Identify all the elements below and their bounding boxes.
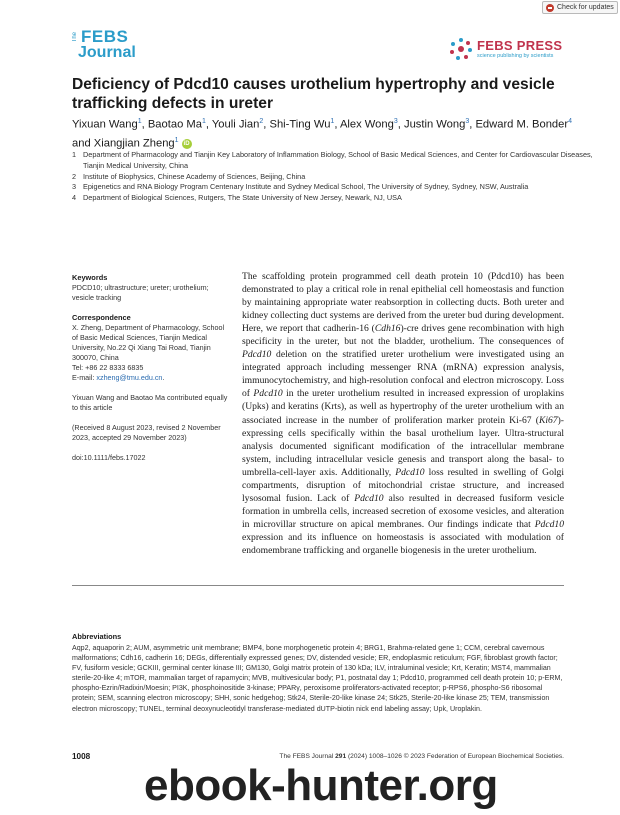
press-text — [477, 39, 562, 59]
update-badge-icon — [546, 4, 554, 12]
author-affiliation-mark: 4 — [568, 118, 573, 125]
affiliation-text: Department of Biological Sciences, Rutgers, The State University of New Jersey, Newark, NJ, USA — [83, 193, 402, 203]
abstract-gene-name: Ki67 — [538, 414, 558, 426]
author-separator: , — [397, 118, 404, 131]
affiliation-text: Department of Pharmacology and Tianjin Key Laboratory of Inflammation Biology, School of Basic Medical Sciences, and Center for Cardiovascular Diseases, Tianjin Medical University, China — [83, 150, 593, 170]
author-name: Shi-Ting Wu — [269, 118, 331, 131]
email-end: . — [162, 373, 165, 382]
abstract-text: )-expressing cells specifically within the basal urothelium layer. Ultra-structural analysis documented significant modification of the intracellular membrane system, including intracellular vesicle genesis and transport along the basal- to umbrella-cell-layer axis. Additionally, — [242, 414, 564, 478]
affiliation-number: 2 — [72, 171, 77, 181]
author-separator: , — [334, 118, 340, 131]
author-name: Yixuan Wang — [72, 118, 138, 131]
author-name: Baotao Ma — [147, 118, 202, 131]
author-affiliation-mark: 1 — [137, 118, 142, 125]
affiliation-text: Institute of Biophysics, Chinese Academy of Sciences, Beijing, China — [83, 171, 306, 181]
correspondence-email-line — [72, 373, 228, 383]
press-tagline: science publishing by scientists — [477, 53, 554, 59]
abstract-text: in the ureter urothelium resulted in increased expression of uroplakins (Upks) and keratins (Krts), as well as hypertrophy of the ureter urothelium with an associated increase in the number of proliferation marker protein Ki-67 ( — [242, 388, 565, 426]
abbreviations-text: Aqp2, aquaporin 2; AUM, asymmetric unit membrane; BMP4, bone morphogenetic protein 4; BRG1, Brahma-related gene 1; CCM, cerebral cavernous malformations; Cdh16, cadherin 16; DEGs, differentially expressed genes; DV, distended vesicle; ER, endoplasmic reticulum; FGF, fibroblast growth factor; FV, fusiform vesicle; GCKIII, germinal center kinase III; GM130, Golgi matrix protein of 130 kDa; ILV, intraluminal vesicle; Krt, Keratin; MST4, mammalian sterile-20-like 4; mTOR, mammalian target of rapamycin; MVB, multivesicular body; P1, postnatal day 1; Pdcd10, programmed cell death protein 10; p-ERM, phospho-Ezrin/Radixin/Moesin; PI3K, phosphoinositide 3-kinase; PPARγ, peroxisome proliferators-activated receptor; p-RPS6, phospho-S6 ribosomal protein; SEM, scanning electron microscopy; SHH, sonic hedgehog; Stk24, Sterile-20-like kinase 24; Stk25, Sterile-20-like kinase 25; TEM, transmission electron microscopy; TUNEL, terminal deoxynucleotidyl transferase-mediated dUTP-biotin nick end labeling assay; Upk, Uroplakin. — [72, 644, 563, 713]
abstract-gene-name: Cdh16 — [374, 323, 401, 335]
correspondence-heading: Correspondence — [72, 313, 131, 322]
febs-press-dots-icon — [449, 37, 473, 61]
orcid-icon[interactable]: iD — [183, 140, 190, 147]
equal-contribution-note: Yixuan Wang and Baotao Ma contributed equally to this article — [72, 393, 228, 412]
logo-journal: Journal — [78, 44, 136, 61]
logo-febs: FEBS — [81, 27, 129, 46]
correspondence-tel: Tel: +86 22 8333 6835 — [72, 363, 144, 372]
affiliation-item — [72, 182, 602, 193]
affiliation-number: 1 — [72, 150, 77, 159]
abstract-text: expression and its influence on homeostasis is associated with modulation of endomembrane trafficking and organelle biogenesis in the ureter urothelium. — [242, 531, 564, 556]
article-info-column — [72, 273, 228, 463]
author-separator: and — [72, 137, 94, 150]
febs-press-logo — [449, 37, 562, 61]
author-separator: , — [469, 118, 476, 131]
author-name: Xiangjian Zheng — [93, 137, 175, 150]
abbreviations-heading: Abbreviations — [72, 632, 122, 641]
author-affiliation-mark: 1 — [174, 136, 179, 144]
correspondence-address: X. Zheng, Department of Pharmacology, School of Basic Medical Sciences, Tianjin Medical University, No.22 Qi Xiang Tai Road, Tianjin 300070, China — [72, 323, 225, 362]
author-affiliation-mark: 2 — [259, 118, 264, 125]
author-separator: , — [263, 118, 270, 131]
abstract-text: also resulted in decreased fusiform vesicle formation in umbrella cells, increased secretion of exosome vesicles, and alteration in microvillar structure on apical membranes. Our findings indicate that — [242, 492, 564, 530]
received-dates: (Received 8 August 2023, revised 2 November 2023, accepted 29 November 2023) — [72, 423, 221, 442]
abstract-text: deletion on the stratified ureter urothelium were investigated using an integrated approach including messenger RNA (mRNA) expression analysis, immunocytochemistry, and high-resolution confocal and electron microscopy. Loss of — [242, 349, 564, 400]
affiliation-item — [72, 193, 602, 204]
keywords-text: PDCD10; ultrastructure; ureter; urothelium; vesicle tracking — [72, 283, 209, 302]
author-separator: , — [205, 118, 212, 131]
check-for-updates-button[interactable] — [542, 1, 618, 14]
abstract-gene-name: Pdcd10 — [253, 388, 283, 400]
abstract-gene-name: Pdcd10 — [354, 492, 384, 504]
watermark: ebook-hunter.org — [144, 761, 498, 810]
abstract — [242, 270, 564, 557]
affiliation-number: 4 — [72, 193, 77, 203]
author-list — [72, 114, 572, 151]
citation-journal: The FEBS Journal — [279, 753, 336, 760]
affiliation-item — [72, 150, 602, 172]
author-separator: , — [141, 118, 148, 131]
email-label: E-mail: — [72, 373, 97, 382]
author-affiliation-mark: 1 — [201, 118, 206, 125]
affiliation-text: Epigenetics and RNA Biology Program Centenary Institute and Sydney Medical School, The University of Sydney, Sydney, NSW, Australia — [83, 182, 529, 192]
abstract-text: loss resulted in swelling of Golgi compartments, disruption of mitochondrial cristae structure, and increased lysosomal fusion. Lack of — [242, 466, 564, 504]
abstract-text: The scaffolding protein programmed cell death protein 10 (Pdcd10) has been demonstrated to play a critical role in renal epithelial cell homeostasis and function by maintaining appropriate water reabsorption in collecting ducts. Both ureter and kidney collecting duct systems are derived from the ureter bud during development. Here, we report that cadherin-16 ( — [242, 271, 564, 335]
article-title: Deficiency of Pdcd10 causes urothelium hypertrophy and vesicle trafficking defects in ureter — [72, 76, 555, 112]
author-name: Justin Wong — [403, 118, 466, 131]
email-link[interactable]: xzheng@tmu.edu.cn — [96, 373, 163, 382]
citation-volume: 291 — [335, 753, 347, 760]
author-affiliation-mark: 3 — [465, 118, 470, 125]
keywords-heading: Keywords — [72, 273, 108, 282]
affiliation-number: 3 — [72, 182, 77, 192]
abstract-gene-name: Pdcd10 — [534, 518, 564, 530]
affiliations — [72, 150, 602, 204]
section-divider — [72, 585, 564, 586]
abstract-gene-name: Pdcd10 — [242, 349, 272, 361]
affiliation-item — [72, 172, 602, 183]
check-for-updates-label: Check for updates — [557, 4, 614, 11]
author-affiliation-mark: 1 — [330, 118, 335, 125]
author-name: Edward M. Bonder — [475, 118, 569, 131]
logo-the: The — [72, 32, 78, 43]
press-name: FEBS PRESS — [477, 38, 563, 53]
author-name: Alex Wong — [339, 118, 394, 131]
author-name: Youli Jian — [211, 118, 260, 131]
page-number: 1008 — [72, 752, 91, 761]
doi[interactable]: doi:10.1111/febs.17022 — [72, 453, 146, 462]
abstract-gene-name: Pdcd10 — [395, 466, 425, 478]
abstract-text: )-cre drives gene recombination with high specificity in the ureter, but not the bladder, urothelium. The consequences of — [242, 323, 564, 348]
citation-rest: (2024) 1008–1026 © 2023 Federation of European Biochemical Societies. — [346, 753, 564, 760]
author-affiliation-mark: 3 — [393, 118, 398, 125]
